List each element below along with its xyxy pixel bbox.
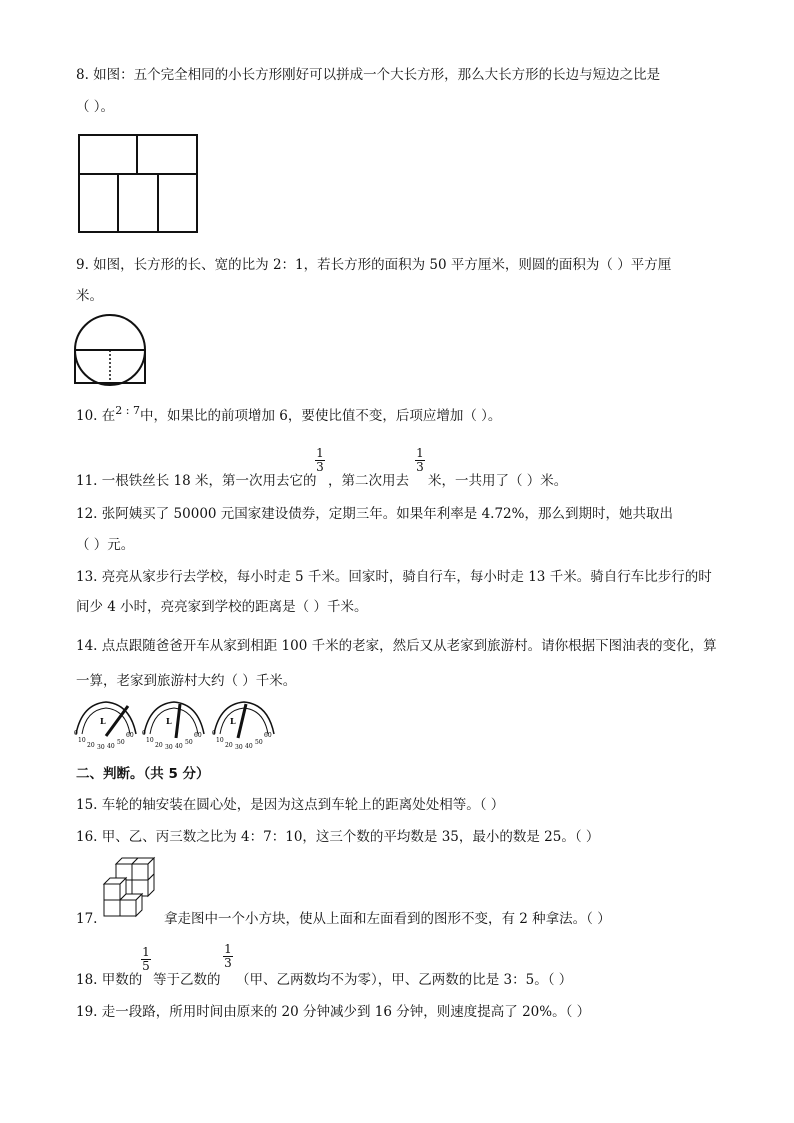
q8-line1: 8. 如图：五个完全相同的小长方形刚好可以拼成一个大长方形，那么大长方形的长边与短边之比是 [76,67,661,83]
svg-text:20: 20 [225,742,233,749]
q11-fraction-2 [414,447,426,474]
q10-line [76,404,502,426]
q18-f2-den: 3 [224,956,232,970]
q11-text-c: 米，一共用了（ ）米。 [428,473,568,489]
svg-text:30: 30 [165,744,173,751]
q12-line2: （ ）元。 [76,537,135,553]
q18-f1-den: 5 [142,959,150,973]
fuel-gauge-1 [74,702,136,751]
gauge2-letter: L [166,716,172,726]
q14-line1: 14. 点点跟随爸爸开车从家到相距 100 千米的老家，然后又从老家到旅游村。请你根据下图油表的变化，算 [76,638,717,654]
section-2-heading: 二、判断。（共 5 分） [76,766,210,782]
q15-line: 15. 车轮的轴安装在圆心处，是因为这点到车轮上的距离处处相等。（ ） [76,797,505,813]
q10-ratio: 2 : 7 [115,404,140,417]
svg-text:10: 10 [216,737,224,744]
svg-text:10: 10 [146,737,154,744]
svg-text:40: 40 [175,743,183,750]
svg-text:50: 50 [185,739,193,746]
svg-text:0: 0 [142,730,146,737]
q11-f1-num: 1 [316,446,324,460]
q18-f1-num: 1 [142,945,150,959]
fuel-gauge-3 [212,702,274,751]
svg-text:30: 30 [97,744,105,751]
q18-fraction-1 [140,946,152,973]
q18-fraction-2 [222,943,234,970]
svg-text:10: 10 [78,737,86,744]
gauge1-letter: L [100,716,106,726]
q9-line2: 米。 [76,288,103,304]
svg-text:30: 30 [235,744,243,751]
q14-line2: 一算，老家到旅游村大约（ ）千米。 [76,673,297,689]
svg-text:20: 20 [87,742,95,749]
svg-text:40: 40 [107,743,115,750]
q11-fraction-1 [314,447,326,474]
q11-f1-den: 3 [316,460,324,474]
gauge3-letter: L [230,716,236,726]
svg-text:50: 50 [255,739,263,746]
q18-text-c: （甲、乙两数均不为零），甲、乙两数的比是 3：5。（ ） [236,972,573,988]
q11-f2-den: 3 [416,460,424,474]
svg-text:50: 50 [117,739,125,746]
q9-circle-rectangle-figure [72,314,156,386]
q17-cube-figure [102,862,164,924]
q18-text-b: 等于乙数的 [153,972,221,988]
q18-text-a: 18. 甲数的 [76,972,143,988]
q9-line1: 9. 如图，长方形的长、宽的比为 2：1，若长方形的面积为 50 平方厘米，则圆的面积为（ ）平方厘 [76,257,672,273]
q14-fuel-gauges [72,698,282,754]
q19-line: 19. 走一段路，所用时间由原来的 20 分钟减少到 16 分钟，则速度提高了 20%。（ ） [76,1004,591,1020]
q17-text: 拿走图中一个小方块，使从上面和左面看到的图形不变，有 2 种拿法。（ ） [164,911,611,927]
q13-line2: 间少 4 小时，亮亮家到学校的距离是（ ）千米。 [76,599,368,615]
fuel-gauge-2 [142,702,204,751]
q17-number: 17. [76,911,98,927]
svg-text:20: 20 [155,742,163,749]
svg-text:60: 60 [264,732,272,739]
svg-text:40: 40 [245,743,253,750]
svg-text:0: 0 [212,730,216,737]
q8-line2: （ ）。 [76,99,115,115]
q11-f2-num: 1 [416,446,424,460]
svg-text:60: 60 [194,732,202,739]
q18-f2-num: 1 [224,942,232,956]
q10-prefix: 10. 在 [76,408,116,424]
q8-rectangle-figure [78,134,202,234]
q16-line: 16. 甲、乙、丙三数之比为 4：7：10，这三个数的平均数是 35，最小的数是 25。（ ） [76,829,600,845]
q11-text-a: 11. 一根铁丝长 18 米，第一次用去它的 [76,473,317,489]
svg-text:60: 60 [126,732,134,739]
q11-text-b: ，第二次用去 [328,473,409,489]
q13-line1: 13. 亮亮从家步行去学校，每小时走 5 千米。回家时，骑自行车，每小时走 13 千米。骑自行车比步行的时 [76,569,712,585]
svg-text:0: 0 [74,730,78,737]
q10-suffix: 中，如果比的前项增加 6，要使比值不变，后项应增加（ ）。 [139,408,502,424]
q12-line1: 12. 张阿姨买了 50000 元国家建设债券，定期三年。如果年利率是 4.72%，那么到期时，她共取出 [76,506,673,522]
